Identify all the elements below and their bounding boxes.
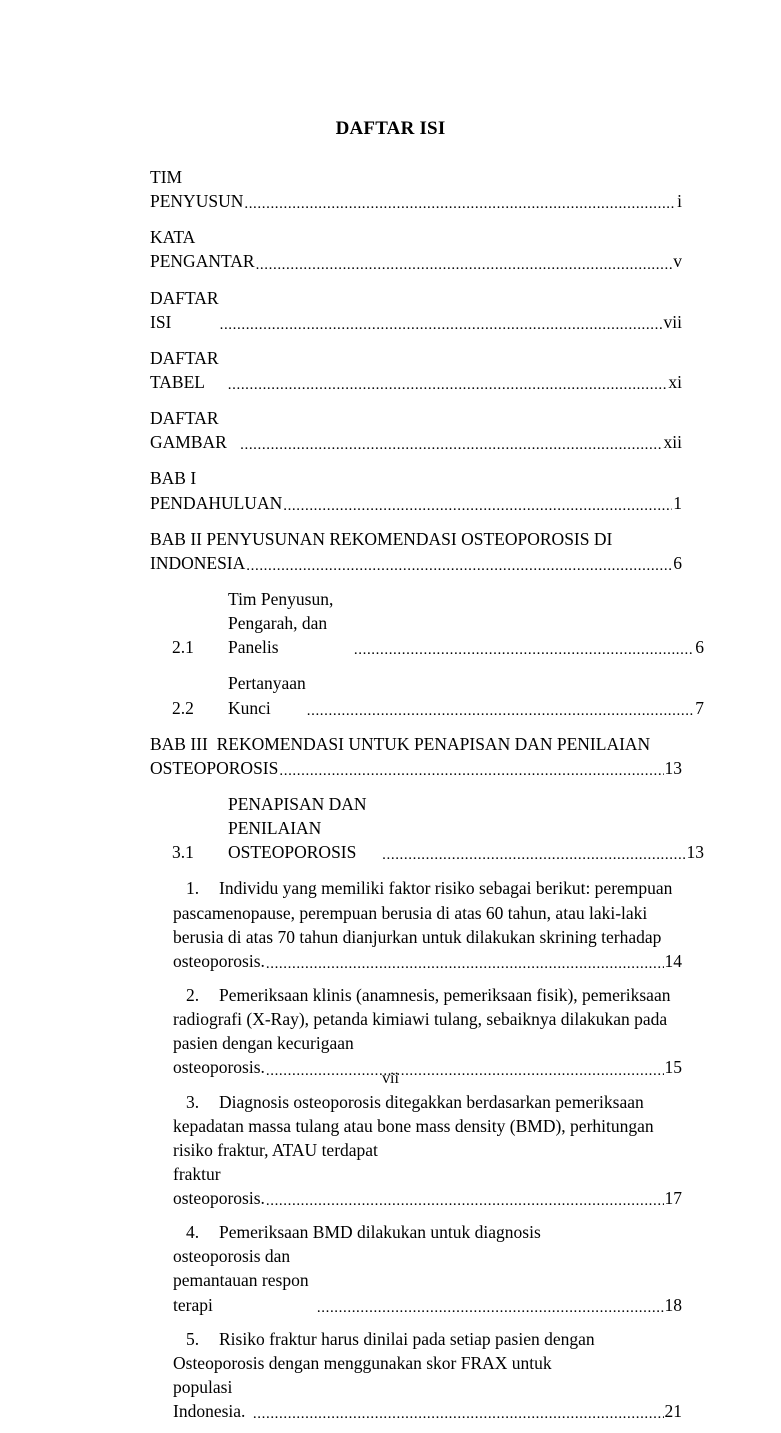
dot-leader	[382, 848, 685, 863]
list-item[interactable]	[173, 983, 682, 1080]
toc-entry-page: i	[677, 191, 682, 212]
toc-entry-label-line2: INDONESIA	[150, 552, 246, 573]
toc-entry-label: Pertanyaan Kunci	[228, 673, 311, 718]
toc-entry-label: TIM PENYUSUN	[150, 167, 248, 212]
list-item[interactable]	[173, 1327, 682, 1424]
item-page: 18	[664, 1294, 682, 1315]
toc-entry-daftar-isi[interactable]	[150, 286, 682, 334]
item-last-line: osteoporosis.	[173, 950, 270, 971]
item-body: Pemeriksaan klinis (anamnesis, pemeriksaan fisik), pemeriksaan radiografi (X-Ray), petanda kimiawi tulang, sebaiknya dilakukan pada pasien dengan kecurigaan	[173, 984, 675, 1054]
toc-entry-page: 6	[695, 637, 704, 658]
section-number: 2.1	[172, 637, 194, 658]
toc-entry-bab-2[interactable]	[150, 527, 682, 575]
item-last-line: osteoporosis.	[173, 1057, 270, 1078]
dot-leader	[220, 318, 663, 333]
list-item[interactable]	[173, 1090, 682, 1211]
item-page: 21	[664, 1401, 682, 1422]
toc-entry-label: DAFTAR TABEL	[150, 347, 223, 392]
footer-page-number: vii	[382, 1070, 399, 1087]
item-last-line: fraktur osteoporosis.	[173, 1163, 270, 1209]
section-number: 3.1	[172, 842, 194, 863]
toc-entry-tim-penyusun[interactable]	[150, 165, 682, 213]
table-of-contents	[150, 165, 704, 1433]
toc-entry-section-3-1[interactable]	[172, 792, 704, 864]
item-body: Pemeriksaan BMD dilakukan untuk diagnosis	[219, 1222, 541, 1243]
toc-entry-label: DAFTAR GAMBAR	[150, 408, 232, 453]
section-number: 2.2	[172, 697, 194, 718]
toc-entry-page: v	[673, 251, 682, 272]
dot-leader	[228, 378, 668, 393]
toc-entry-label-line2: OSTEOPOROSIS	[150, 757, 283, 778]
toc-entry-daftar-gambar[interactable]	[150, 406, 682, 454]
dot-leader	[253, 1407, 664, 1422]
item-number: 3.	[186, 1091, 200, 1112]
toc-entry-section-2-1[interactable]	[172, 587, 704, 659]
toc-entry-bab-3[interactable]	[150, 732, 682, 780]
dot-leader	[283, 499, 672, 514]
toc-entry-label-line1: BAB III REKOMENDASI UNTUK PENAPISAN DAN PENILAIAN	[150, 733, 651, 754]
list-item[interactable]	[173, 1220, 682, 1317]
item-page: 14	[664, 950, 682, 971]
item-number: 1.	[186, 878, 200, 899]
dot-leader	[240, 438, 662, 453]
dot-leader	[279, 764, 663, 779]
toc-entry-daftar-tabel[interactable]	[150, 346, 682, 394]
dot-leader	[307, 704, 695, 719]
toc-entry-page: vii	[663, 311, 682, 332]
toc-entry-page: xi	[668, 371, 682, 392]
dot-leader	[266, 1194, 664, 1209]
toc-entry-page: 13	[686, 842, 704, 863]
toc-entry-label: Tim Penyusun, Pengarah, dan Panelis	[228, 588, 338, 658]
list-item[interactable]	[173, 876, 682, 973]
dot-leader	[246, 559, 672, 574]
toc-entry-label-line1: BAB II PENYUSUNAN REKOMENDASI OSTEOPOROSIS DI	[150, 528, 613, 549]
item-body: Diagnosis osteoporosis ditegakkan berdasarkan pemeriksaan kepadatan massa tulang atau bone mass density (BMD), perhitungan risiko fraktur, ATAU terdapat	[173, 1091, 659, 1160]
dot-leader	[354, 643, 694, 658]
toc-entry-label: KATA PENGANTAR	[150, 227, 255, 272]
item-number: 4.	[186, 1222, 200, 1243]
item-last-line: populasi Indonesia.	[173, 1377, 250, 1422]
item-body: Risiko fraktur harus dinilai pada setiap pasien dengan Osteoporosis dengan menggunakan skor FRAX untuk	[173, 1328, 600, 1373]
toc-entry-page: 7	[695, 697, 704, 718]
toc-entry-label: DAFTAR ISI	[150, 287, 223, 332]
item-page: 15	[664, 1057, 682, 1078]
item-body: Individu yang memiliki faktor risiko sebagai berikut: perempuan pascamenopause, perempuan berusia di atas 60 tahun, atau laki-laki berusia di atas 70 tahun dianjurkan untuk dilakukan skrining terhadap	[173, 878, 677, 947]
toc-entry-page: 6	[673, 552, 682, 573]
page-title: DAFTAR ISI	[335, 118, 446, 139]
dot-leader	[317, 1301, 664, 1316]
toc-entry-label: BAB I PENDAHULUAN	[150, 468, 287, 513]
toc-entry-page: xii	[663, 432, 682, 453]
dot-leader	[256, 258, 673, 273]
toc-entry-page: 13	[664, 757, 682, 778]
toc-entry-page: 1	[673, 492, 682, 513]
toc-entry-label: PENAPISAN DAN PENILAIAN OSTEOPOROSIS	[228, 793, 371, 863]
item-last-line: osteoporosis dan pemantauan respon terapi	[173, 1246, 313, 1315]
toc-entry-kata-pengantar[interactable]	[150, 225, 682, 273]
toc-entry-bab-1[interactable]	[150, 466, 682, 514]
dot-leader	[266, 957, 664, 972]
dot-leader	[244, 197, 676, 212]
item-page: 17	[664, 1188, 682, 1209]
item-number: 2.	[186, 984, 200, 1005]
toc-entry-section-2-2[interactable]	[172, 671, 704, 719]
item-number: 5.	[186, 1328, 200, 1349]
